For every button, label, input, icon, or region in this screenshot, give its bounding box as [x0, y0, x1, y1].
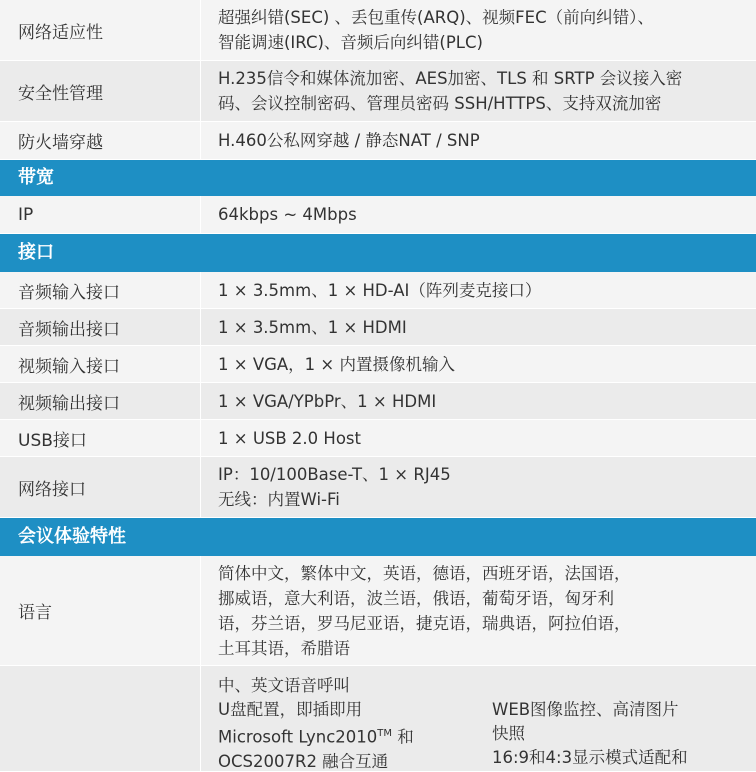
feature-lync-text: Microsoft Lync2010: [218, 727, 378, 747]
column-divider: [200, 420, 201, 456]
spec-value-line: 1 × 3.5mm、1 × HD-AI（阵列麦克接口）: [218, 280, 542, 300]
spec-value-line: 挪威语，意大利语，波兰语，俄语，葡萄牙语，匈牙利: [218, 588, 614, 608]
feature-line: 中、英文语音呼叫: [218, 676, 350, 695]
feature-line-lync: [218, 722, 414, 750]
spec-value-line: 1 × USB 2.0 Host: [218, 428, 361, 448]
section-header-experience: [0, 518, 756, 556]
spec-value: [218, 556, 746, 665]
spec-row-security: [0, 61, 756, 122]
spec-row-audio-in: [0, 272, 756, 309]
feature-line: OCS2007R2 融合互通: [218, 751, 389, 771]
section-header-interface: [0, 234, 756, 272]
feature-line: 快照: [492, 724, 525, 743]
spec-value-line: 土耳其语，希腊语: [218, 638, 350, 658]
spec-row-network-port: [0, 457, 756, 518]
spec-value-line: 码、会议控制密码、管理员密码 SSH/HTTPS、支持双流加密: [218, 94, 662, 113]
column-divider: [200, 556, 201, 665]
spec-value: [218, 383, 746, 419]
column-divider: [200, 309, 201, 345]
spec-value: [218, 61, 746, 121]
spec-value-line: 1 × VGA，1 × 内置摄像机输入: [218, 354, 455, 374]
features-left-column: [218, 674, 414, 772]
feature-line: 16:9和4:3显示模式适配和: [492, 748, 688, 767]
spec-label: 网络接口: [18, 479, 86, 500]
features-right-column: [492, 698, 688, 770]
spec-label: 音频输入接口: [18, 282, 120, 303]
feature-line: WEB图像监控、高清图片: [492, 700, 679, 719]
spec-value: [218, 272, 746, 308]
section-title: 会议体验特性: [18, 526, 126, 547]
trademark-mark: TM: [377, 728, 393, 739]
spec-row-usb: [0, 420, 756, 457]
feature-line: U盘配置，即插即用: [218, 700, 363, 719]
column-divider: [200, 122, 201, 159]
spec-value: [218, 122, 746, 159]
spec-value-line: 1 × VGA/YPbPr、1 × HDMI: [218, 391, 437, 411]
spec-label: IP: [18, 204, 34, 225]
spec-value: [218, 420, 746, 456]
spec-label: 语言: [18, 603, 52, 623]
spec-row-language: [0, 556, 756, 666]
spec-value-line: IP：10/100Base-T、1 × RJ45: [218, 465, 451, 484]
spec-label: 防火墙穿越: [18, 133, 103, 153]
spec-label: 安全性管理: [18, 83, 103, 104]
spec-value-line: 无线：内置Wi-Fi: [218, 490, 340, 509]
column-divider: [200, 383, 201, 419]
section-title: 带宽: [18, 167, 54, 188]
spec-row-ip: [0, 196, 756, 234]
spec-value-line: 简体中文，繁体中文，英语，德语，西班牙语，法国语，: [218, 563, 631, 583]
spec-row-audio-out: [0, 309, 756, 346]
column-divider: [200, 61, 201, 121]
spec-row-network-adaptivity: [0, 0, 756, 61]
spec-value-line: 1 × 3.5mm、1 × HDMI: [218, 317, 407, 337]
spec-value-line: 64kbps ~ 4Mbps: [218, 205, 357, 224]
column-divider: [200, 346, 201, 382]
section-header-bandwidth: [0, 160, 756, 196]
section-title: 接口: [18, 242, 54, 263]
spec-label: 视频输入接口: [18, 356, 120, 377]
spec-label: 视频输出接口: [18, 393, 120, 414]
spec-value: [218, 0, 746, 60]
column-divider: [200, 272, 201, 308]
column-divider: [200, 666, 201, 771]
spec-value: [218, 346, 746, 382]
feature-lync-suffix: 和: [392, 727, 414, 747]
spec-row-firewall: [0, 122, 756, 160]
column-divider: [200, 0, 201, 60]
spec-row-video-in: [0, 346, 756, 383]
spec-label: USB接口: [18, 430, 87, 451]
spec-value-line: H.235信令和媒体流加密、AES加密、TLS 和 SRTP 会议接入密: [218, 69, 683, 88]
column-divider: [200, 457, 201, 517]
spec-value-line: 智能调速(IRC)、音频后向纠错(PLC): [218, 33, 483, 52]
spec-value-line: 语，芬兰语，罗马尼亚语，捷克语，瑞典语，阿拉伯语，: [218, 613, 631, 633]
spec-value-line: 超强纠错(SEC) 、丢包重传(ARQ)、视频FEC（前向纠错）、: [218, 8, 654, 27]
spec-label: 网络适应性: [18, 22, 103, 43]
spec-label: 音频输出接口: [18, 319, 120, 340]
spec-value: [218, 196, 746, 233]
spec-row-video-out: [0, 383, 756, 420]
spec-row-features: [0, 666, 756, 772]
spec-value: [218, 309, 746, 345]
spec-value: [218, 457, 746, 517]
spec-value-line: H.460公私网穿越 / 静态NAT / SNP: [218, 131, 480, 150]
column-divider: [200, 196, 201, 233]
